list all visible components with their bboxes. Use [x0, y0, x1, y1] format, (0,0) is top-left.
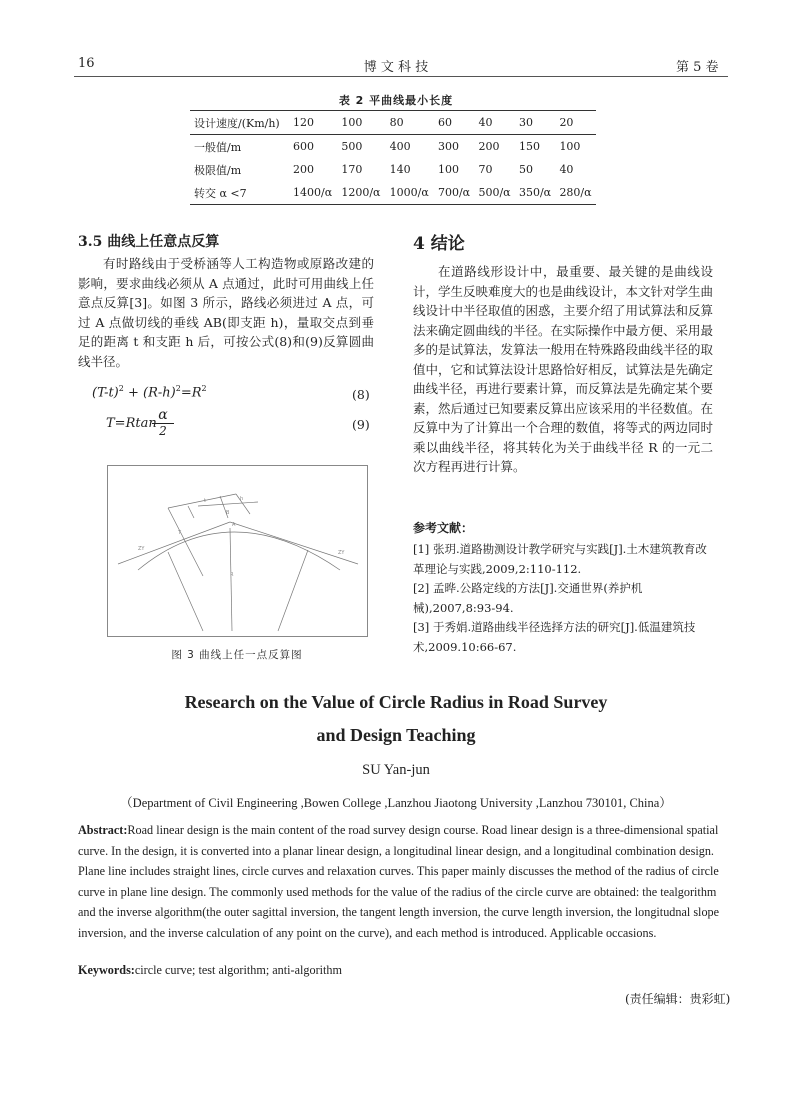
english-abstract [78, 820, 726, 943]
table-cell: 700/α [434, 181, 474, 205]
table-caption: 表 2 平曲线最小长度 [338, 94, 454, 107]
table-cell: 80 [386, 111, 434, 135]
references-heading: 参考文献： [413, 521, 474, 535]
table-cell: 50 [518, 163, 533, 176]
reference-item: [1] 张玥.道路勘测设计教学研究与实践[J].土木建筑教育改革理论与实践,2009,2:110-112. [413, 542, 707, 576]
table-cell: 100 [437, 163, 459, 176]
svg-text:t: t [204, 498, 206, 504]
equation-9-lhs: T=Rtan [106, 416, 157, 431]
table-cell: 1400/α [289, 181, 337, 205]
table-cell: 100 [337, 111, 385, 135]
volume-label: 第 5 卷 [676, 60, 719, 75]
table-cell: 280/α [555, 181, 596, 205]
abstract-text: Road linear design is the main content of the road survey design course. Road linear design is a three-dimensional spatial curve. In the design, it is converted into a planar linear design, a longitudinal linear design, and a longitudinal combination design. Plane line includes straight lines, circle curves and relaxation curves. This paper mainly discusses the method of the radius of circle curve in plane line design. The commonly used methods for the value of the radius of the circle curve are obtained: the tealgorithm and the inverse algorithm(the outer sagittal inversion, the tangent length inversion, the curve length inversion, the longitudnal slope inversion, and the inverse calculation of any point on the curve), and each method is introduced. Applicable occasions. [78, 823, 720, 940]
english-affiliation: （Department of Civil Engineering ,Bowen College ,Lanzhou Jiaotong University ,Lanzhou 730101, China） [120, 796, 672, 810]
table-cell: 300 [437, 140, 459, 153]
english-title-line-2: and Design Teaching [316, 725, 476, 745]
svg-text:h: h [240, 496, 244, 502]
table-cell: 150 [518, 140, 540, 153]
table-cell: 设计速度/(Km/h) [190, 111, 289, 135]
figure-3 [107, 465, 368, 637]
table-cell: 极限值/m [194, 163, 242, 177]
table-cell: 400 [389, 140, 411, 153]
english-title-line-1: Research on the Value of Circle Radius in Road Survey [184, 692, 608, 712]
table-cell: 500/α [474, 181, 514, 205]
svg-text:T: T [178, 530, 182, 536]
table-row [190, 158, 596, 181]
reference-item: [2] 孟晔.公路定线的方法[J].交通世界(养护机械),2007,8:93-94. [413, 581, 643, 615]
table-cell: 1000/α [386, 181, 434, 205]
references-list [413, 540, 713, 657]
table-cell: 转交 α <7 [190, 181, 289, 205]
table-cell: 40 [559, 163, 574, 176]
figure-3-drawing [108, 466, 367, 636]
svg-text:R: R [230, 572, 234, 578]
eq8-rhs: (R-h) [143, 385, 176, 401]
header-rule [74, 76, 728, 77]
table-row [190, 181, 596, 205]
svg-text:ZY: ZY [338, 550, 345, 556]
svg-text:ZY: ZY [138, 546, 145, 552]
table-cell: 350/α [515, 181, 555, 205]
equation-9-number: (9) [352, 417, 370, 432]
svg-text:A: A [232, 522, 236, 528]
table-cell: 140 [389, 163, 411, 176]
table-cell: 60 [434, 111, 474, 135]
section-heading-4: 4 结论 [413, 234, 465, 254]
table-cell: 200 [478, 140, 500, 153]
table-cell: 100 [559, 140, 581, 153]
table-cell: 200 [293, 163, 314, 176]
table-cell: 20 [555, 111, 596, 135]
english-author: SU Yan-jun [362, 762, 430, 778]
equation-8: $(T-t)^2 + (R-h)^2=R^2$ [92, 384, 207, 401]
table-cell: 70 [478, 163, 493, 176]
table-cell: 40 [474, 111, 514, 135]
figure-3-caption: 图 3 曲线上任一点反算图 [171, 649, 303, 661]
table-cell: 一般值/m [194, 140, 242, 154]
table-cell: 170 [341, 163, 363, 176]
section-heading-3-5: 3.5 曲线上任意点反算 [78, 234, 220, 250]
table-row [190, 111, 596, 135]
svg-text:B: B [226, 510, 230, 516]
table-cell: 1200/α [337, 181, 385, 205]
abstract-label: Abstract: [78, 823, 128, 837]
page-number: 16 [78, 56, 95, 71]
editor-note: (责任编辑：贵彩虹) [625, 992, 731, 1006]
table-cell: 500 [341, 140, 363, 153]
keywords-text: circle curve; test algorithm; anti-algorithm [134, 963, 342, 977]
table-cell: 30 [515, 111, 555, 135]
table-cell: 120 [289, 111, 337, 135]
journal-name: 博 文 科 技 [363, 60, 429, 75]
table-row [190, 135, 596, 159]
equation-8-number: (8) [352, 387, 370, 402]
eq8-lhs: (T-t) [92, 385, 119, 401]
section-4-paragraph: 在道路线形设计中，最重要、最关键的是曲线设计，学生反映难度大的也是曲线设计，本文针对学生曲线设计中半径取值的困惑，主要介绍了用试算法和反算法来确定圆曲线的半径。在实际操作中最方便、采用最多的是试算法，发算法一般用在特殊路段曲线半径的取值中，它和试算法设计思路恰好相反，试算法是先确定曲线半径，再进行要素计算，而反算法是先确定某个要素，然后通过已知要素反算出应该采用的半径数值。在反算中为了计算出一个合理的数值，将等式的两边同时乘以曲线半径，将其转化为关于曲线半径 R 的一元二次方程再进行计算。 [413, 264, 714, 474]
table-cell: 600 [293, 140, 314, 153]
equation-9-fraction: α 2 [152, 408, 174, 438]
english-keywords [78, 963, 342, 978]
section-3-5-paragraph: 有时路线由于受桥涵等人工构造物或原路改建的影响，要求曲线必须从 A 点通过，此时可用曲线上任意点反算[3]。如图 3 所示，路线必须进过 A 点，可过 A 点做切线的垂线 AB(即支距 h)，量取交点到垂足的距离 t 和支距 h 后，可按公式(8)和(9)反算圆曲线半径。 [78, 256, 374, 369]
keywords-label: Keywords: [78, 963, 135, 977]
reference-item: [3] 于秀娟.道路曲线半径选择方法的研究[J].低温建筑技术,2009.10:66-67. [413, 620, 696, 654]
table-2 [190, 110, 596, 205]
